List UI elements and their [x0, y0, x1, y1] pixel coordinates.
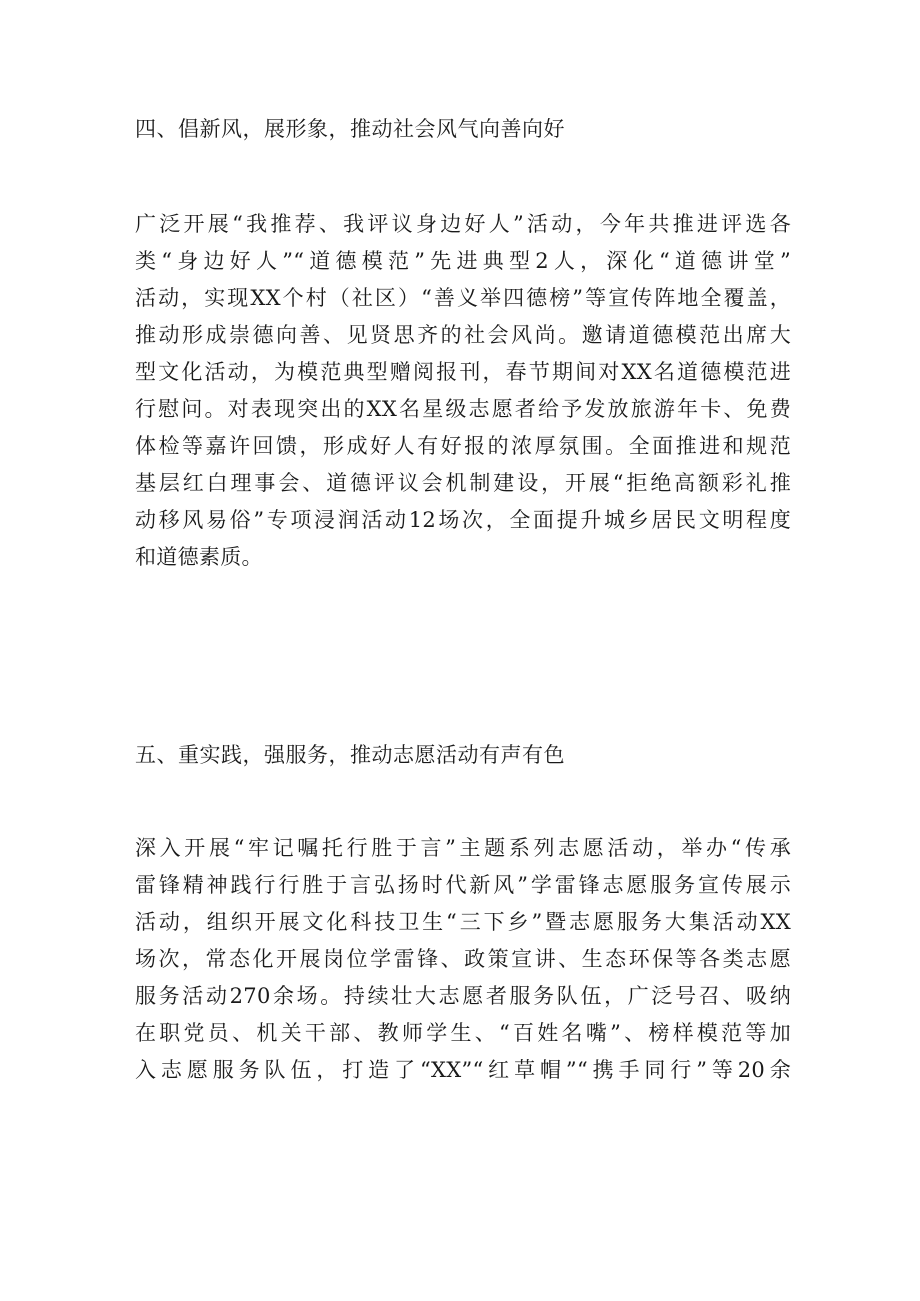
paragraph-line: 雷锋精神践行行胜于言弘扬时代新风”学雷锋志愿服务宣传展示 — [135, 873, 791, 897]
paragraph-line: 行慰问。对表现突出的XX名星级志愿者给予发放旅游年卡、免费 — [135, 397, 791, 421]
paragraph-line: 类“身边好人”“道德模范”先进典型2人，深化“道德讲堂” — [135, 249, 791, 273]
paragraph-line: 活动，组织开展文化科技卫生“三下乡”暨志愿服务大集活动XX — [135, 910, 791, 934]
paragraph-line: 服务活动270余场。持续壮大志愿者服务队伍，广泛号召、吸纳 — [135, 984, 791, 1008]
paragraph-line: 广泛开展“我推荐、我评议身边好人”活动，今年共推进评选各 — [135, 212, 791, 236]
section-heading: 五、重实践，强服务，推动志愿活动有声有色 — [135, 743, 565, 767]
paragraph-line: 和道德素质。 — [135, 545, 263, 569]
paragraph-line: 入志愿服务队伍，打造了“XX”“红草帽”“携手同行”等20余 — [135, 1058, 791, 1082]
paragraph-line: 体检等嘉许回馈，形成好人有好报的浓厚氛围。全面推进和规范 — [135, 434, 791, 458]
section-paragraph — [135, 830, 791, 1089]
paragraph-line: 在职党员、机关干部、教师学生、“百姓名嘴”、榜样模范等加 — [135, 1021, 791, 1045]
paragraph-line: 动移风易俗”专项浸润活动12场次，全面提升城乡居民文明程度 — [135, 508, 791, 532]
paragraph-line: 活动，实现XX个村（社区）“善义举四德榜”等宣传阵地全覆盖， — [135, 286, 791, 310]
paragraph-line: 推动形成崇德向善、见贤思齐的社会风尚。邀请道德模范出席大 — [135, 323, 791, 347]
paragraph-line: 基层红白理事会、道德评议会机制建设，开展“拒绝高额彩礼推 — [135, 471, 791, 495]
paragraph-line: 深入开展“牢记嘱托行胜于言”主题系列志愿活动，举办“传承 — [135, 836, 791, 860]
paragraph-line: 型文化活动，为模范典型赠阅报刊，春节期间对XX名道德模范进 — [135, 360, 791, 384]
section-paragraph — [135, 206, 791, 576]
section-heading: 四、倡新风，展形象，推动社会风气向善向好 — [135, 117, 565, 141]
paragraph-line: 场次，常态化开展岗位学雷锋、政策宣讲、生态环保等各类志愿 — [135, 947, 791, 971]
